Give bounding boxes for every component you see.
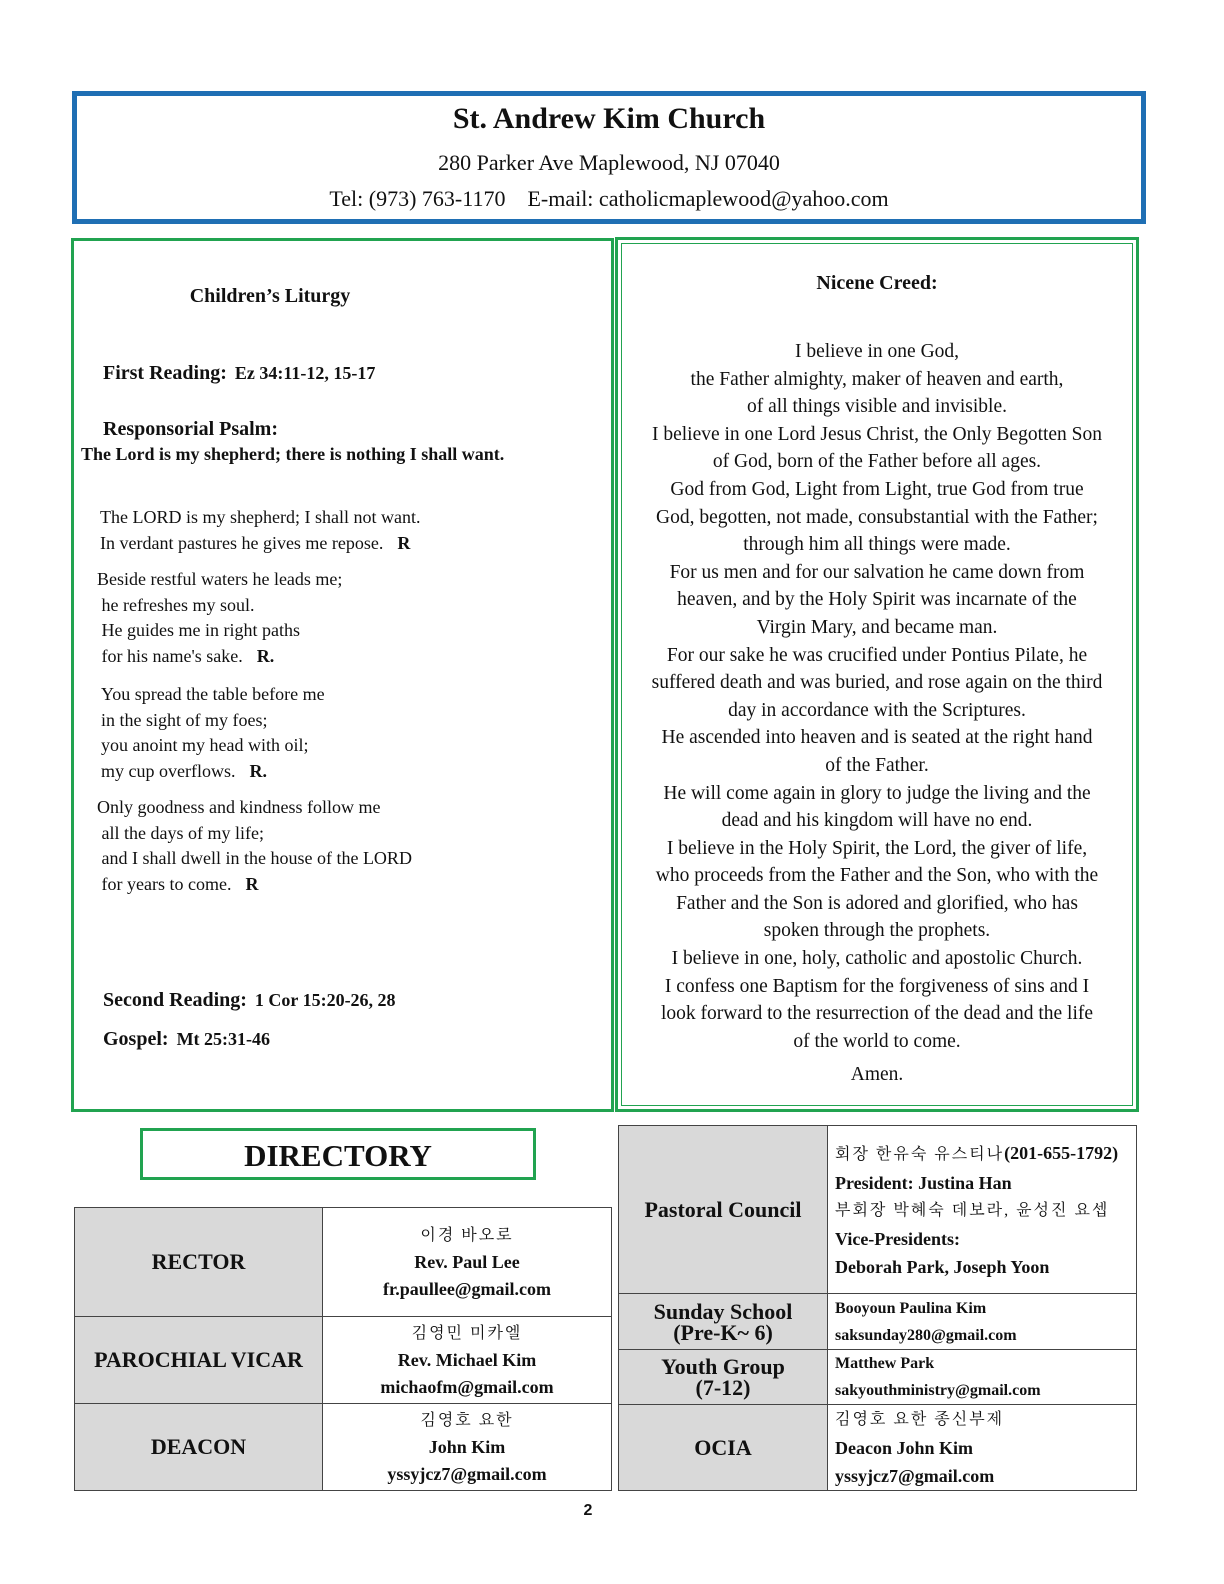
creed-line: who proceeds from the Father and the Son, who with the bbox=[655, 865, 1099, 887]
church-header bbox=[72, 91, 1146, 224]
stanza-line: my cup overflows. bbox=[101, 760, 236, 781]
gospel-label: Gospel: bbox=[103, 1028, 169, 1050]
creed-line: Father and the Son is adored and glorified, who has bbox=[676, 892, 1078, 914]
contact-cell bbox=[828, 1126, 1137, 1294]
creed-line: He will come again in glory to judge the living and the bbox=[663, 782, 1091, 804]
creed-line: of the world to come. bbox=[793, 1030, 961, 1052]
first-reading-label: First Reading: bbox=[103, 362, 227, 384]
table-row bbox=[75, 1404, 612, 1491]
person-name: Rev. Michael Kim bbox=[397, 1349, 537, 1370]
contact-cell bbox=[828, 1405, 1137, 1491]
stanza-line: you anoint my head with oil; bbox=[101, 735, 309, 755]
response-marker: R bbox=[245, 873, 259, 894]
response-marker: R. bbox=[256, 645, 275, 666]
person-name: Matthew Park bbox=[835, 1355, 935, 1372]
creed-line: I believe in one, holy, catholic and apostolic Church. bbox=[671, 948, 1083, 970]
role-label: PAROCHIAL VICAR bbox=[75, 1317, 323, 1404]
email-link[interactable]: fr.paullee@gmail.com bbox=[382, 1278, 552, 1299]
stanza-line: in the sight of my foes; bbox=[101, 709, 268, 730]
role-label: OCIA bbox=[619, 1405, 828, 1491]
role-label bbox=[619, 1350, 828, 1405]
contact-cell bbox=[828, 1294, 1137, 1350]
korean-name: 김영호 요한 bbox=[420, 1411, 514, 1429]
korean-name: 회장 한유숙 유스티나 bbox=[835, 1145, 1005, 1163]
creed-line: dead and his kingdom will have no end. bbox=[721, 810, 1033, 832]
creed-line: day in accordance with the Scriptures. bbox=[728, 699, 1026, 721]
person-name: Rev. Paul Lee bbox=[414, 1251, 520, 1272]
stanza-line: he refreshes my soul. bbox=[97, 594, 255, 615]
response-marker: R. bbox=[249, 760, 267, 781]
creed-line: of God, born of the Father before all ages. bbox=[712, 451, 1042, 473]
creed-line: He ascended into heaven and is seated at the right hand bbox=[661, 727, 1093, 749]
creed-line: For us men and for our salvation he came down from bbox=[669, 561, 1085, 583]
ministry-table bbox=[618, 1125, 1137, 1491]
directory-title: DIRECTORY bbox=[140, 1128, 536, 1180]
creed-amen: Amen. bbox=[850, 1064, 904, 1085]
creed-line: I confess one Baptism for the forgiveness of sins and I bbox=[664, 975, 1090, 997]
role-label: DEACON bbox=[75, 1404, 323, 1491]
creed-line: For our sake he was crucified under Pontius Pilate, he bbox=[666, 644, 1088, 666]
creed-line: I believe in the Holy Spirit, the Lord, the giver of life, bbox=[666, 837, 1088, 859]
creed-line: of the Father. bbox=[825, 754, 929, 776]
stanza-line: The LORD is my shepherd; I shall not want. bbox=[100, 507, 421, 527]
creed-text bbox=[618, 338, 1136, 1055]
gospel-ref: Mt 25:31-46 bbox=[176, 1029, 271, 1049]
stanza-line: for years to come. bbox=[97, 873, 232, 894]
table-row bbox=[75, 1317, 612, 1404]
creed-line: through him all things were made. bbox=[743, 534, 1011, 556]
contact-cell bbox=[828, 1350, 1137, 1405]
liturgy-title: Children’s Liturgy bbox=[189, 285, 351, 307]
phone-number: (201-655-1792) bbox=[1004, 1142, 1119, 1163]
email-link[interactable]: yssyjcz7@gmail.com bbox=[387, 1463, 547, 1484]
first-reading bbox=[103, 362, 375, 385]
first-reading-ref: Ez 34:11-12, 15-17 bbox=[234, 363, 376, 383]
stanza-line: In verdant pastures he gives me repose. bbox=[100, 532, 384, 553]
stanza-line: Only goodness and kindness follow me bbox=[97, 797, 381, 817]
table-row bbox=[619, 1294, 1137, 1350]
psalm-stanza bbox=[97, 567, 342, 669]
korean-name: 이경 바오로 bbox=[420, 1226, 514, 1244]
psalm-stanza bbox=[101, 682, 325, 784]
person-name: John Kim bbox=[428, 1436, 506, 1457]
second-reading-ref: 1 Cor 15:20-26, 28 bbox=[254, 990, 396, 1010]
creed-title: Nicene Creed: bbox=[816, 272, 938, 294]
role-label-line: Youth Group bbox=[661, 1354, 785, 1379]
creed-line: God, begotten, not made, consubstantial with the Father; bbox=[656, 506, 1098, 528]
role-label: Pastoral Council bbox=[619, 1126, 828, 1294]
table-row bbox=[619, 1350, 1137, 1405]
stanza-line: all the days of my life; bbox=[97, 822, 264, 843]
church-name: St. Andrew Kim Church bbox=[452, 102, 766, 135]
creed-line: I believe in one God, bbox=[794, 341, 960, 362]
stanza-line: You spread the table before me bbox=[101, 684, 325, 704]
role-label-line: Sunday School bbox=[653, 1298, 793, 1324]
response-marker: R bbox=[397, 532, 411, 553]
stanza-line: Beside restful waters he leads me; bbox=[97, 569, 343, 589]
korean-name: 김영호 요한 종신부제 bbox=[835, 1410, 1005, 1428]
second-reading bbox=[103, 989, 396, 1012]
page-number: 2 bbox=[583, 1502, 593, 1519]
role-label: RECTOR bbox=[75, 1208, 323, 1317]
second-reading-label: Second Reading: bbox=[103, 989, 247, 1011]
gospel bbox=[103, 1028, 270, 1051]
email-link[interactable]: michaofm@gmail.com bbox=[380, 1376, 554, 1397]
table-row bbox=[619, 1405, 1137, 1491]
korean-name: 부회장 박혜숙 데보라, 윤성진 요셉 bbox=[835, 1201, 1110, 1219]
creed-line: spoken through the prophets. bbox=[763, 920, 991, 942]
vp-names: Deborah Park, Joseph Yoon bbox=[835, 1256, 1050, 1277]
email-link[interactable]: saksunday280@gmail.com bbox=[835, 1326, 1017, 1344]
president-name: President: Justina Han bbox=[835, 1172, 1012, 1193]
stanza-line: and I shall dwell in the house of the LORD bbox=[97, 848, 412, 868]
role-label-line: (Pre-K~ 6) bbox=[673, 1319, 773, 1345]
vp-label: Vice-Presidents: bbox=[835, 1228, 960, 1249]
church-address: 280 Parker Ave Maplewood, NJ 07040 bbox=[438, 150, 780, 175]
psalm-response: The Lord is my shepherd; there is nothing I shall want. bbox=[81, 444, 505, 464]
creed-line: Virgin Mary, and became man. bbox=[756, 616, 998, 638]
creed-line: of all things visible and invisible. bbox=[747, 396, 1007, 418]
psalm-stanza bbox=[97, 795, 412, 897]
role-label-line: (7-12) bbox=[695, 1375, 751, 1400]
creed-line: God from God, Light from Light, true God from true bbox=[670, 478, 1084, 500]
role-label bbox=[619, 1294, 828, 1350]
creed-line: heaven, and by the Holy Spirit was incarnate of the bbox=[677, 589, 1077, 611]
creed-line: look forward to the resurrection of the dead and the life bbox=[660, 1003, 1094, 1025]
creed-line: the Father almighty, maker of heaven and earth, bbox=[690, 368, 1064, 390]
email-link[interactable]: yssyjcz7@gmail.com bbox=[835, 1465, 995, 1486]
clergy-table bbox=[74, 1207, 612, 1491]
creed-line: I believe in one Lord Jesus Christ, the Only Begotten Son bbox=[651, 423, 1103, 445]
psalm-stanza bbox=[100, 505, 420, 556]
stanza-line: for his name's sake. bbox=[97, 645, 243, 666]
person-name: Booyoun Paulina Kim bbox=[835, 1299, 987, 1317]
contact-cell bbox=[323, 1208, 612, 1317]
email-link[interactable]: sakyouthministry@gmail.com bbox=[835, 1382, 1041, 1399]
stanza-line: He guides me in right paths bbox=[97, 620, 300, 640]
contact-cell bbox=[323, 1404, 612, 1491]
contact-cell bbox=[323, 1317, 612, 1404]
table-row bbox=[619, 1126, 1137, 1294]
table-row bbox=[75, 1208, 612, 1317]
creed-line: suffered death and was buried, and rose again on the third bbox=[651, 672, 1103, 694]
psalm-label: Responsorial Psalm: bbox=[103, 418, 278, 440]
korean-name: 김영민 미카엘 bbox=[411, 1324, 523, 1342]
church-contact: Tel: (973) 763-1170 E-mail: catholicmaplewood@yahoo.com bbox=[329, 186, 889, 211]
person-name: Deacon John Kim bbox=[835, 1437, 974, 1458]
